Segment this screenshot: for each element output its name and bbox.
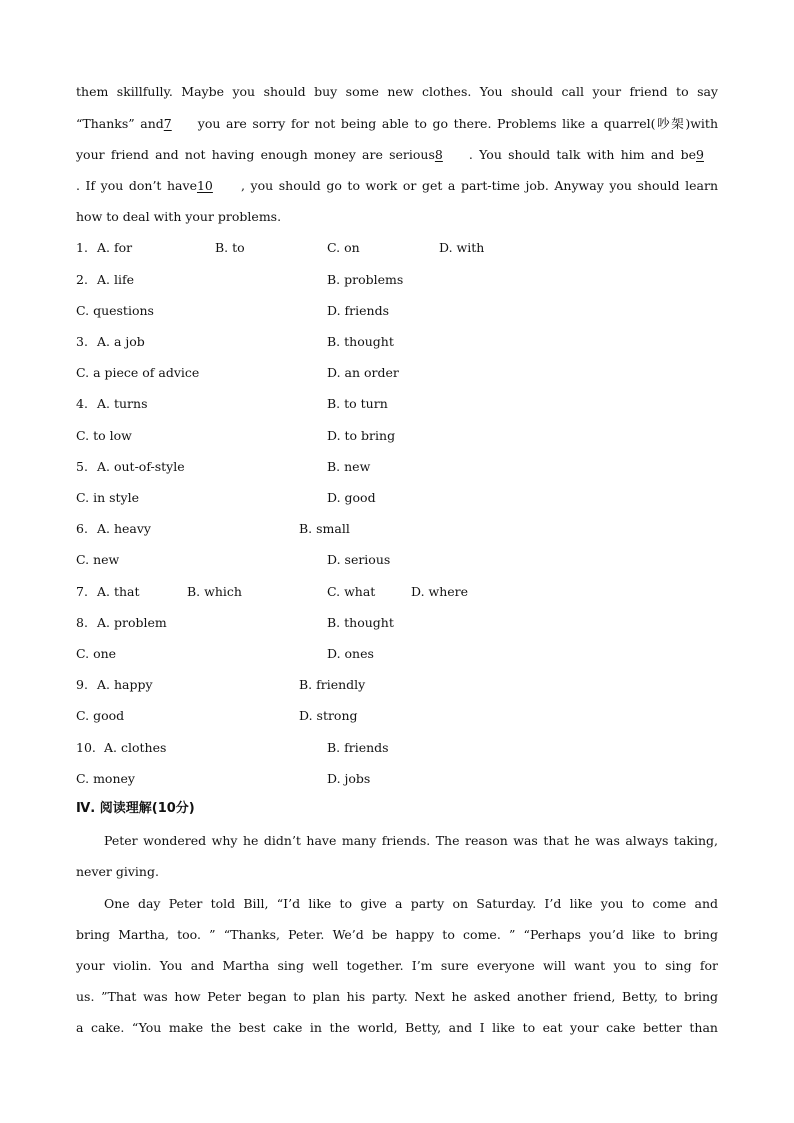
option-b[interactable]: B. problems bbox=[327, 272, 404, 287]
option-c[interactable]: C. good bbox=[76, 708, 125, 723]
option-c[interactable]: C. a piece of advice bbox=[76, 365, 200, 380]
question-number: 5. bbox=[76, 459, 88, 474]
blank-10: 10 bbox=[196, 178, 213, 193]
option-b[interactable]: B. thought bbox=[327, 334, 394, 349]
passage-line: them skillfully. Maybe you should buy some new clothes. You should call your friend to say bbox=[76, 84, 718, 99]
option-b[interactable]: B. small bbox=[299, 521, 350, 536]
question-number: 4. bbox=[76, 396, 88, 411]
option-c[interactable]: C. what bbox=[327, 584, 376, 599]
question-number: 3. bbox=[76, 334, 88, 349]
option-a[interactable]: A. that bbox=[97, 584, 140, 599]
option-d[interactable]: D. jobs bbox=[327, 771, 371, 786]
option-d[interactable]: D. friends bbox=[327, 303, 389, 318]
option-c[interactable]: C. questions bbox=[76, 303, 154, 318]
question-number: 2. bbox=[76, 272, 88, 287]
option-d[interactable]: D. where bbox=[411, 584, 469, 599]
option-b[interactable]: B. to turn bbox=[327, 396, 388, 411]
passage-line bbox=[76, 147, 718, 163]
option-c[interactable]: C. in style bbox=[76, 490, 139, 505]
option-a[interactable]: A. life bbox=[97, 272, 134, 287]
reading-line: your violin. You and Martha sing well together. I’m sure everyone will want you to sing for bbox=[76, 958, 718, 973]
blank-7: 7 bbox=[163, 116, 172, 131]
passage-text: . You should talk with him and be bbox=[468, 147, 696, 162]
option-b[interactable]: B. friends bbox=[327, 740, 389, 755]
section-heading: Ⅳ. 阅读理解(10分) bbox=[76, 801, 195, 816]
option-b[interactable]: B. to bbox=[215, 240, 245, 255]
question-number: 1. bbox=[76, 240, 88, 255]
option-d[interactable]: D. strong bbox=[299, 708, 358, 723]
option-a[interactable]: A. clothes bbox=[104, 740, 167, 755]
passage-text: you are sorry for not being able to go there. Problems like a quarrel(吵架)with bbox=[197, 116, 718, 131]
option-c[interactable]: C. on bbox=[327, 240, 360, 255]
option-d[interactable]: D. serious bbox=[327, 552, 391, 567]
option-a[interactable]: A. a job bbox=[97, 334, 145, 349]
reading-line: a cake. “You make the best cake in the world, Betty, and I like to eat your cake better than bbox=[76, 1020, 718, 1035]
reading-line: bring Martha, too. ” “Thanks, Peter. We’d be happy to come. ” “Perhaps you’d like to bring bbox=[76, 927, 718, 942]
option-b[interactable]: B. which bbox=[187, 584, 242, 599]
option-b[interactable]: B. new bbox=[327, 459, 371, 474]
option-a[interactable]: A. turns bbox=[97, 396, 148, 411]
option-d[interactable]: D. with bbox=[439, 240, 485, 255]
question-number: 9. bbox=[76, 677, 88, 692]
passage-line bbox=[76, 178, 718, 194]
option-a[interactable]: A. problem bbox=[97, 615, 167, 630]
option-b[interactable]: B. thought bbox=[327, 615, 394, 630]
reading-line: us. ”That was how Peter began to plan his party. Next he asked another friend, Betty, to bring bbox=[76, 989, 718, 1004]
passage-text: “Thanks” and bbox=[76, 116, 164, 131]
passage-text: , you should go to work or get a part-time job. Anyway you should learn bbox=[240, 178, 718, 193]
option-c[interactable]: C. to low bbox=[76, 428, 132, 443]
option-a[interactable]: A. out-of-style bbox=[97, 459, 185, 474]
question-number: 7. bbox=[76, 584, 88, 599]
option-a[interactable]: A. happy bbox=[97, 677, 153, 692]
option-d[interactable]: D. an order bbox=[327, 365, 399, 380]
blank-9: 9 bbox=[696, 147, 704, 162]
option-c[interactable]: C. new bbox=[76, 552, 120, 567]
reading-line: never giving. bbox=[76, 864, 159, 879]
option-c[interactable]: C. money bbox=[76, 771, 135, 786]
option-d[interactable]: D. ones bbox=[327, 646, 374, 661]
question-number: 10. bbox=[76, 740, 96, 755]
question-number: 6. bbox=[76, 521, 88, 536]
option-d[interactable]: D. good bbox=[327, 490, 376, 505]
option-b[interactable]: B. friendly bbox=[299, 677, 366, 692]
passage-text: your friend and not having enough money are serious bbox=[76, 147, 435, 162]
question-number: 8. bbox=[76, 615, 88, 630]
reading-line: Peter wondered why he didn’t have many friends. The reason was that he was always taking, bbox=[104, 833, 718, 848]
option-d[interactable]: D. to bring bbox=[327, 428, 396, 443]
reading-line: One day Peter told Bill, “I’d like to give a party on Saturday. I’d like you to come and bbox=[104, 896, 718, 911]
passage-text: . If you don’t have bbox=[76, 178, 197, 193]
option-a[interactable]: A. heavy bbox=[97, 521, 151, 536]
passage-line bbox=[76, 116, 718, 132]
blank-8: 8 bbox=[434, 147, 443, 162]
passage-line: how to deal with your problems. bbox=[76, 209, 282, 224]
option-c[interactable]: C. one bbox=[76, 646, 117, 661]
option-a[interactable]: A. for bbox=[97, 240, 133, 255]
